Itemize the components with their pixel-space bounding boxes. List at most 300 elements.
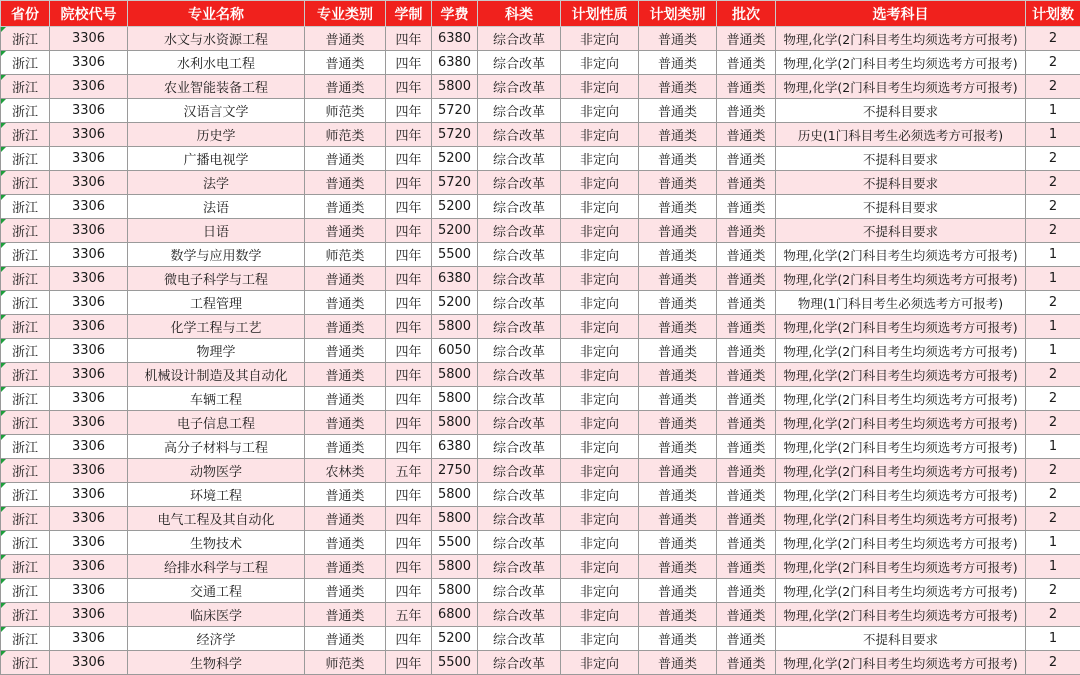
cell-major-name: 车辆工程 (128, 387, 305, 411)
cell-batch: 普通类 (717, 555, 776, 579)
cell-major-category: 普通类 (305, 195, 386, 219)
cell-major-name: 水利水电工程 (128, 51, 305, 75)
cell-plan-nature: 非定向 (561, 339, 639, 363)
cell-subject-type: 综合改革 (478, 555, 561, 579)
cell-province: 浙江 (1, 243, 50, 267)
cell-plan-nature: 非定向 (561, 603, 639, 627)
cell-major-category: 普通类 (305, 627, 386, 651)
cell-province: 浙江 (1, 339, 50, 363)
cell-subject-type: 综合改革 (478, 603, 561, 627)
column-header-province: 省份 (1, 1, 50, 27)
table-row (1, 579, 1080, 603)
cell-required-subjects: 物理,化学(2门科目考生均须选考方可报考) (776, 339, 1026, 363)
cell-plan-category: 普通类 (639, 411, 717, 435)
cell-major-category: 普通类 (305, 219, 386, 243)
cell-major-name: 工程管理 (128, 291, 305, 315)
cell-plan-category: 普通类 (639, 363, 717, 387)
cell-school-code: 3306 (50, 579, 128, 603)
cell-province: 浙江 (1, 507, 50, 531)
cell-school-code: 3306 (50, 267, 128, 291)
cell-batch: 普通类 (717, 99, 776, 123)
cell-plan-category: 普通类 (639, 339, 717, 363)
cell-tuition: 5800 (432, 387, 478, 411)
cell-subject-type: 综合改革 (478, 651, 561, 675)
cell-batch: 普通类 (717, 459, 776, 483)
cell-plan-count: 2 (1026, 363, 1080, 387)
cell-tuition: 5800 (432, 483, 478, 507)
cell-plan-category: 普通类 (639, 507, 717, 531)
cell-duration: 四年 (386, 99, 432, 123)
cell-tuition: 6380 (432, 267, 478, 291)
cell-duration: 四年 (386, 339, 432, 363)
table-row (1, 555, 1080, 579)
cell-tuition: 5720 (432, 171, 478, 195)
cell-plan-nature: 非定向 (561, 291, 639, 315)
cell-subject-type: 综合改革 (478, 435, 561, 459)
cell-province: 浙江 (1, 555, 50, 579)
cell-plan-category: 普通类 (639, 483, 717, 507)
cell-major-name: 化学工程与工艺 (128, 315, 305, 339)
column-header-school-code: 院校代号 (50, 1, 128, 27)
cell-duration: 四年 (386, 171, 432, 195)
table-row (1, 603, 1080, 627)
cell-duration: 四年 (386, 627, 432, 651)
cell-subject-type: 综合改革 (478, 459, 561, 483)
cell-major-category: 普通类 (305, 51, 386, 75)
column-header-plan-category: 计划类别 (639, 1, 717, 27)
cell-plan-count: 2 (1026, 651, 1080, 675)
cell-subject-type: 综合改革 (478, 75, 561, 99)
cell-plan-count: 1 (1026, 627, 1080, 651)
cell-plan-nature: 非定向 (561, 51, 639, 75)
cell-plan-nature: 非定向 (561, 195, 639, 219)
cell-tuition: 5200 (432, 195, 478, 219)
cell-required-subjects: 物理,化学(2门科目考生均须选考方可报考) (776, 483, 1026, 507)
cell-batch: 普通类 (717, 291, 776, 315)
table-body (1, 27, 1080, 675)
cell-required-subjects: 物理,化学(2门科目考生均须选考方可报考) (776, 243, 1026, 267)
cell-plan-count: 2 (1026, 459, 1080, 483)
cell-province: 浙江 (1, 579, 50, 603)
cell-major-name: 生物技术 (128, 531, 305, 555)
cell-batch: 普通类 (717, 219, 776, 243)
cell-plan-category: 普通类 (639, 267, 717, 291)
table-header (1, 1, 1080, 27)
cell-school-code: 3306 (50, 531, 128, 555)
cell-major-name: 微电子科学与工程 (128, 267, 305, 291)
cell-plan-category: 普通类 (639, 579, 717, 603)
cell-major-category: 普通类 (305, 435, 386, 459)
cell-batch: 普通类 (717, 195, 776, 219)
cell-duration: 四年 (386, 243, 432, 267)
cell-subject-type: 综合改革 (478, 411, 561, 435)
cell-batch: 普通类 (717, 507, 776, 531)
cell-tuition: 5800 (432, 507, 478, 531)
cell-required-subjects: 物理,化学(2门科目考生均须选考方可报考) (776, 51, 1026, 75)
table-row (1, 435, 1080, 459)
cell-major-category: 普通类 (305, 363, 386, 387)
cell-batch: 普通类 (717, 579, 776, 603)
cell-required-subjects: 不提科目要求 (776, 147, 1026, 171)
cell-major-name: 经济学 (128, 627, 305, 651)
cell-major-name: 历史学 (128, 123, 305, 147)
cell-tuition: 5800 (432, 411, 478, 435)
cell-duration: 四年 (386, 147, 432, 171)
cell-required-subjects: 物理,化学(2门科目考生均须选考方可报考) (776, 387, 1026, 411)
cell-required-subjects: 物理,化学(2门科目考生均须选考方可报考) (776, 579, 1026, 603)
cell-duration: 四年 (386, 27, 432, 51)
table-row (1, 627, 1080, 651)
cell-duration: 四年 (386, 123, 432, 147)
cell-required-subjects: 物理,化学(2门科目考生均须选考方可报考) (776, 651, 1026, 675)
cell-plan-nature: 非定向 (561, 531, 639, 555)
cell-school-code: 3306 (50, 123, 128, 147)
cell-duration: 四年 (386, 291, 432, 315)
column-header-major-category: 专业类别 (305, 1, 386, 27)
cell-required-subjects: 物理,化学(2门科目考生均须选考方可报考) (776, 603, 1026, 627)
cell-subject-type: 综合改革 (478, 315, 561, 339)
cell-plan-nature: 非定向 (561, 651, 639, 675)
cell-subject-type: 综合改革 (478, 99, 561, 123)
cell-school-code: 3306 (50, 411, 128, 435)
cell-batch: 普通类 (717, 267, 776, 291)
cell-tuition: 5800 (432, 579, 478, 603)
cell-batch: 普通类 (717, 411, 776, 435)
cell-plan-category: 普通类 (639, 27, 717, 51)
cell-plan-category: 普通类 (639, 603, 717, 627)
cell-plan-category: 普通类 (639, 627, 717, 651)
column-header-plan-nature: 计划性质 (561, 1, 639, 27)
cell-duration: 四年 (386, 315, 432, 339)
cell-major-category: 普通类 (305, 339, 386, 363)
cell-plan-nature: 非定向 (561, 507, 639, 531)
cell-major-category: 普通类 (305, 147, 386, 171)
cell-province: 浙江 (1, 627, 50, 651)
cell-province: 浙江 (1, 51, 50, 75)
cell-tuition: 5800 (432, 555, 478, 579)
cell-subject-type: 综合改革 (478, 483, 561, 507)
column-header-required-subjects: 选考科目 (776, 1, 1026, 27)
cell-plan-nature: 非定向 (561, 315, 639, 339)
cell-major-name: 法语 (128, 195, 305, 219)
cell-batch: 普通类 (717, 339, 776, 363)
cell-school-code: 3306 (50, 339, 128, 363)
cell-school-code: 3306 (50, 459, 128, 483)
cell-plan-count: 2 (1026, 75, 1080, 99)
cell-duration: 四年 (386, 75, 432, 99)
cell-batch: 普通类 (717, 387, 776, 411)
cell-batch: 普通类 (717, 147, 776, 171)
table-row (1, 123, 1080, 147)
cell-province: 浙江 (1, 147, 50, 171)
cell-plan-nature: 非定向 (561, 435, 639, 459)
cell-batch: 普通类 (717, 27, 776, 51)
cell-province: 浙江 (1, 363, 50, 387)
cell-major-name: 临床医学 (128, 603, 305, 627)
cell-major-category: 普通类 (305, 171, 386, 195)
table-row (1, 507, 1080, 531)
table-row (1, 483, 1080, 507)
cell-major-name: 物理学 (128, 339, 305, 363)
cell-batch: 普通类 (717, 531, 776, 555)
cell-subject-type: 综合改革 (478, 627, 561, 651)
cell-duration: 四年 (386, 651, 432, 675)
cell-duration: 四年 (386, 219, 432, 243)
cell-plan-count: 2 (1026, 579, 1080, 603)
cell-school-code: 3306 (50, 195, 128, 219)
cell-batch: 普通类 (717, 603, 776, 627)
cell-major-name: 日语 (128, 219, 305, 243)
cell-batch: 普通类 (717, 51, 776, 75)
cell-school-code: 3306 (50, 555, 128, 579)
table-row (1, 27, 1080, 51)
cell-major-category: 普通类 (305, 387, 386, 411)
cell-province: 浙江 (1, 387, 50, 411)
cell-plan-category: 普通类 (639, 435, 717, 459)
cell-required-subjects: 不提科目要求 (776, 627, 1026, 651)
cell-plan-count: 2 (1026, 27, 1080, 51)
cell-batch: 普通类 (717, 75, 776, 99)
cell-batch: 普通类 (717, 363, 776, 387)
cell-duration: 四年 (386, 363, 432, 387)
cell-duration: 四年 (386, 267, 432, 291)
cell-tuition: 6380 (432, 51, 478, 75)
cell-school-code: 3306 (50, 75, 128, 99)
cell-province: 浙江 (1, 459, 50, 483)
cell-plan-nature: 非定向 (561, 171, 639, 195)
cell-school-code: 3306 (50, 291, 128, 315)
cell-required-subjects: 物理,化学(2门科目考生均须选考方可报考) (776, 435, 1026, 459)
cell-province: 浙江 (1, 171, 50, 195)
cell-major-category: 普通类 (305, 483, 386, 507)
cell-tuition: 5200 (432, 291, 478, 315)
cell-school-code: 3306 (50, 99, 128, 123)
cell-plan-category: 普通类 (639, 195, 717, 219)
cell-subject-type: 综合改革 (478, 339, 561, 363)
cell-major-category: 普通类 (305, 507, 386, 531)
cell-major-name: 水文与水资源工程 (128, 27, 305, 51)
cell-major-category: 普通类 (305, 531, 386, 555)
cell-plan-nature: 非定向 (561, 27, 639, 51)
cell-plan-category: 普通类 (639, 99, 717, 123)
cell-tuition: 6050 (432, 339, 478, 363)
cell-batch: 普通类 (717, 483, 776, 507)
cell-plan-count: 1 (1026, 243, 1080, 267)
cell-plan-count: 1 (1026, 435, 1080, 459)
cell-school-code: 3306 (50, 387, 128, 411)
cell-subject-type: 综合改革 (478, 531, 561, 555)
cell-subject-type: 综合改革 (478, 147, 561, 171)
table-row (1, 243, 1080, 267)
cell-duration: 五年 (386, 603, 432, 627)
cell-major-category: 普通类 (305, 315, 386, 339)
cell-required-subjects: 物理,化学(2门科目考生均须选考方可报考) (776, 267, 1026, 291)
table-row (1, 339, 1080, 363)
cell-plan-count: 2 (1026, 507, 1080, 531)
cell-school-code: 3306 (50, 315, 128, 339)
header-row (1, 1, 1080, 27)
cell-major-category: 农林类 (305, 459, 386, 483)
table-row (1, 195, 1080, 219)
table-row (1, 51, 1080, 75)
cell-school-code: 3306 (50, 147, 128, 171)
table-row (1, 75, 1080, 99)
table-row (1, 267, 1080, 291)
cell-subject-type: 综合改革 (478, 171, 561, 195)
cell-batch: 普通类 (717, 123, 776, 147)
column-header-subject-type: 科类 (478, 1, 561, 27)
cell-batch: 普通类 (717, 315, 776, 339)
cell-province: 浙江 (1, 195, 50, 219)
cell-plan-category: 普通类 (639, 291, 717, 315)
cell-batch: 普通类 (717, 243, 776, 267)
cell-plan-category: 普通类 (639, 75, 717, 99)
cell-plan-category: 普通类 (639, 243, 717, 267)
cell-major-category: 普通类 (305, 27, 386, 51)
table-row (1, 531, 1080, 555)
cell-plan-category: 普通类 (639, 51, 717, 75)
cell-plan-count: 2 (1026, 147, 1080, 171)
cell-major-category: 普通类 (305, 555, 386, 579)
cell-tuition: 5800 (432, 75, 478, 99)
cell-tuition: 5500 (432, 243, 478, 267)
cell-plan-nature: 非定向 (561, 363, 639, 387)
cell-batch: 普通类 (717, 171, 776, 195)
table-row (1, 147, 1080, 171)
cell-school-code: 3306 (50, 27, 128, 51)
cell-required-subjects: 物理,化学(2门科目考生均须选考方可报考) (776, 363, 1026, 387)
cell-subject-type: 综合改革 (478, 123, 561, 147)
cell-plan-category: 普通类 (639, 315, 717, 339)
cell-plan-category: 普通类 (639, 531, 717, 555)
cell-plan-nature: 非定向 (561, 243, 639, 267)
cell-major-name: 电气工程及其自动化 (128, 507, 305, 531)
column-header-major-name: 专业名称 (128, 1, 305, 27)
cell-plan-nature: 非定向 (561, 99, 639, 123)
cell-major-name: 广播电视学 (128, 147, 305, 171)
cell-school-code: 3306 (50, 51, 128, 75)
cell-school-code: 3306 (50, 603, 128, 627)
cell-duration: 四年 (386, 507, 432, 531)
cell-major-category: 普通类 (305, 291, 386, 315)
cell-major-name: 给排水科学与工程 (128, 555, 305, 579)
table-row (1, 651, 1080, 675)
cell-tuition: 5200 (432, 627, 478, 651)
cell-subject-type: 综合改革 (478, 291, 561, 315)
cell-province: 浙江 (1, 99, 50, 123)
column-header-batch: 批次 (717, 1, 776, 27)
column-header-duration: 学制 (386, 1, 432, 27)
cell-plan-nature: 非定向 (561, 123, 639, 147)
cell-plan-count: 1 (1026, 267, 1080, 291)
cell-tuition: 5800 (432, 363, 478, 387)
cell-major-category: 普通类 (305, 603, 386, 627)
cell-major-name: 机械设计制造及其自动化 (128, 363, 305, 387)
cell-tuition: 5200 (432, 219, 478, 243)
cell-plan-count: 2 (1026, 219, 1080, 243)
cell-plan-nature: 非定向 (561, 483, 639, 507)
cell-subject-type: 综合改革 (478, 243, 561, 267)
cell-plan-nature: 非定向 (561, 147, 639, 171)
cell-province: 浙江 (1, 651, 50, 675)
cell-duration: 四年 (386, 195, 432, 219)
table-row (1, 171, 1080, 195)
cell-required-subjects: 不提科目要求 (776, 195, 1026, 219)
cell-tuition: 5720 (432, 99, 478, 123)
cell-required-subjects: 物理,化学(2门科目考生均须选考方可报考) (776, 555, 1026, 579)
cell-required-subjects: 物理,化学(2门科目考生均须选考方可报考) (776, 27, 1026, 51)
cell-province: 浙江 (1, 483, 50, 507)
cell-plan-nature: 非定向 (561, 387, 639, 411)
column-header-tuition: 学费 (432, 1, 478, 27)
cell-school-code: 3306 (50, 435, 128, 459)
cell-plan-count: 1 (1026, 555, 1080, 579)
cell-plan-nature: 非定向 (561, 219, 639, 243)
cell-tuition: 5500 (432, 651, 478, 675)
cell-plan-category: 普通类 (639, 651, 717, 675)
cell-subject-type: 综合改革 (478, 387, 561, 411)
cell-plan-nature: 非定向 (561, 555, 639, 579)
cell-required-subjects: 物理,化学(2门科目考生均须选考方可报考) (776, 459, 1026, 483)
cell-required-subjects: 物理,化学(2门科目考生均须选考方可报考) (776, 75, 1026, 99)
cell-subject-type: 综合改革 (478, 219, 561, 243)
table-row (1, 99, 1080, 123)
cell-major-name: 生物科学 (128, 651, 305, 675)
cell-province: 浙江 (1, 531, 50, 555)
cell-plan-count: 2 (1026, 603, 1080, 627)
cell-plan-count: 1 (1026, 315, 1080, 339)
cell-major-category: 普通类 (305, 411, 386, 435)
cell-major-category: 普通类 (305, 579, 386, 603)
cell-tuition: 5500 (432, 531, 478, 555)
cell-plan-nature: 非定向 (561, 267, 639, 291)
cell-duration: 四年 (386, 531, 432, 555)
cell-required-subjects: 物理(1门科目考生必须选考方可报考) (776, 291, 1026, 315)
cell-batch: 普通类 (717, 651, 776, 675)
cell-plan-count: 2 (1026, 291, 1080, 315)
cell-tuition: 5800 (432, 315, 478, 339)
column-header-plan-count: 计划数 (1026, 1, 1080, 27)
cell-major-category: 普通类 (305, 267, 386, 291)
cell-plan-nature: 非定向 (561, 579, 639, 603)
cell-major-name: 环境工程 (128, 483, 305, 507)
cell-required-subjects: 物理,化学(2门科目考生均须选考方可报考) (776, 315, 1026, 339)
cell-tuition: 6380 (432, 435, 478, 459)
cell-required-subjects: 物理,化学(2门科目考生均须选考方可报考) (776, 411, 1026, 435)
cell-batch: 普通类 (717, 435, 776, 459)
cell-plan-count: 2 (1026, 483, 1080, 507)
cell-plan-category: 普通类 (639, 387, 717, 411)
cell-school-code: 3306 (50, 363, 128, 387)
cell-province: 浙江 (1, 267, 50, 291)
cell-plan-count: 1 (1026, 339, 1080, 363)
cell-duration: 四年 (386, 483, 432, 507)
cell-required-subjects: 物理,化学(2门科目考生均须选考方可报考) (776, 507, 1026, 531)
table-row (1, 411, 1080, 435)
cell-plan-count: 2 (1026, 51, 1080, 75)
cell-province: 浙江 (1, 411, 50, 435)
cell-plan-count: 2 (1026, 195, 1080, 219)
table-row (1, 219, 1080, 243)
cell-plan-nature: 非定向 (561, 75, 639, 99)
cell-plan-category: 普通类 (639, 219, 717, 243)
cell-required-subjects: 不提科目要求 (776, 219, 1026, 243)
cell-subject-type: 综合改革 (478, 267, 561, 291)
cell-required-subjects: 不提科目要求 (776, 171, 1026, 195)
cell-plan-nature: 非定向 (561, 627, 639, 651)
cell-major-name: 法学 (128, 171, 305, 195)
cell-tuition: 6380 (432, 27, 478, 51)
